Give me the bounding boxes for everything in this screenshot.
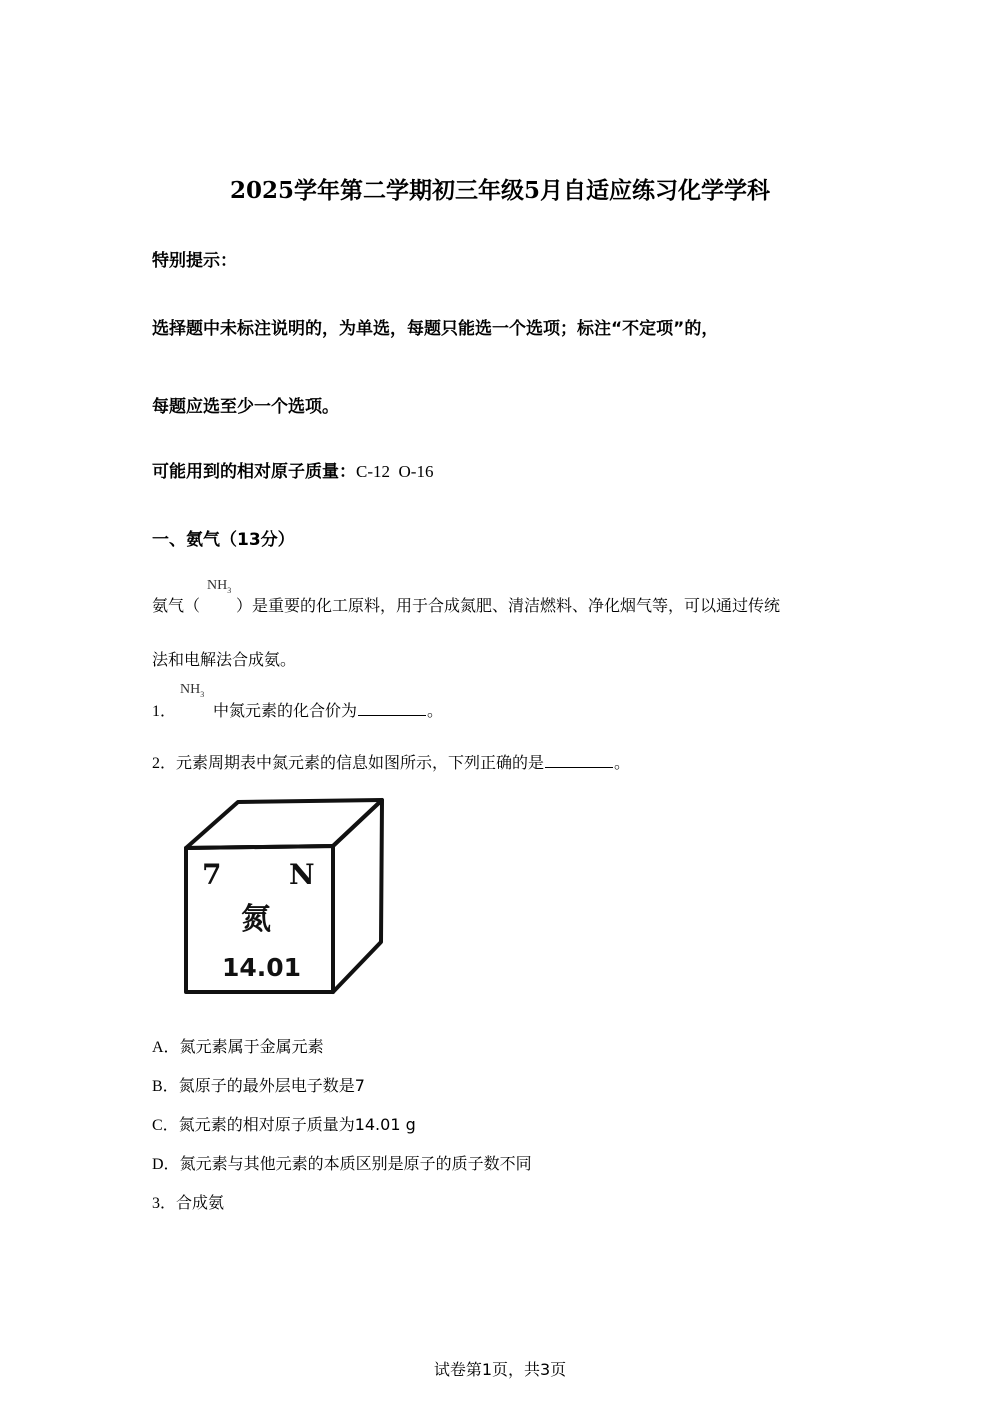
question-2-text: 元素周期表中氮元素的信息如图所示，下列正确的是 [176,753,545,772]
intro-line-2: 法和电解法合成氨。 [152,650,297,669]
nh3-formula-intro: $NH_3$ [207,578,232,595]
question-1-end: 。 [427,701,444,720]
element-symbol: N [289,858,315,891]
question-2-end: 。 [614,753,631,772]
question-2-number: 2． [152,755,177,772]
nh3-formula-q1: $NH_3$ [180,682,205,699]
element-mass: 14.01 [222,953,302,982]
intro-line-1 [152,593,780,616]
answer-blank-1[interactable] [358,714,426,716]
intro-text-a: 氨气（ [152,596,201,615]
option-a[interactable]: A．氮元素属于金属元素 [152,1037,324,1056]
element-atomic-number: 7 [202,858,222,891]
question-3 [152,1190,224,1213]
notice-heading: 特别提示： [152,251,237,271]
section-1-heading: 一、氨气（13分） [152,530,295,550]
nitrogen-element-card [178,796,388,1000]
atomic-mass-values: C-12 O-16 [356,462,434,481]
question-2 [152,750,630,773]
question-1-number: 1． [152,703,177,720]
option-b[interactable]: B．氮原子的最外层电子数是7 [152,1076,365,1095]
page-title: 2025学年第二学期初三年级5月自适应练习化学学科 [229,177,771,204]
page-footer: 试卷第1页，共3页 [433,1360,567,1379]
notice-line-2: 每题应选至少一个选项。 [152,397,339,417]
question-3-text: 合成氨 [176,1193,225,1212]
option-c[interactable]: C．氮元素的相对原子质量为14.01 g [152,1115,416,1134]
atomic-mass-label: 可能用到的相对原子质量： [152,462,356,482]
question-1 [152,698,443,721]
answer-blank-2[interactable] [545,766,613,768]
option-d[interactable]: D．氮元素与其他元素的本质区别是原子的质子数不同 [152,1154,532,1173]
atomic-mass-line [152,457,433,482]
intro-text-b: ）是重要的化工原料，用于合成氮肥、清洁燃料、净化烟气等，可以通过传统 [236,596,781,615]
question-1-text: 中氮元素的化合价为 [213,701,358,720]
notice-line-1: 选择题中未标注说明的，为单选，每题只能选一个选项；标注“不定项”的， [152,319,719,339]
question-3-number: 3． [152,1195,177,1212]
element-name: 氮 [241,902,271,937]
